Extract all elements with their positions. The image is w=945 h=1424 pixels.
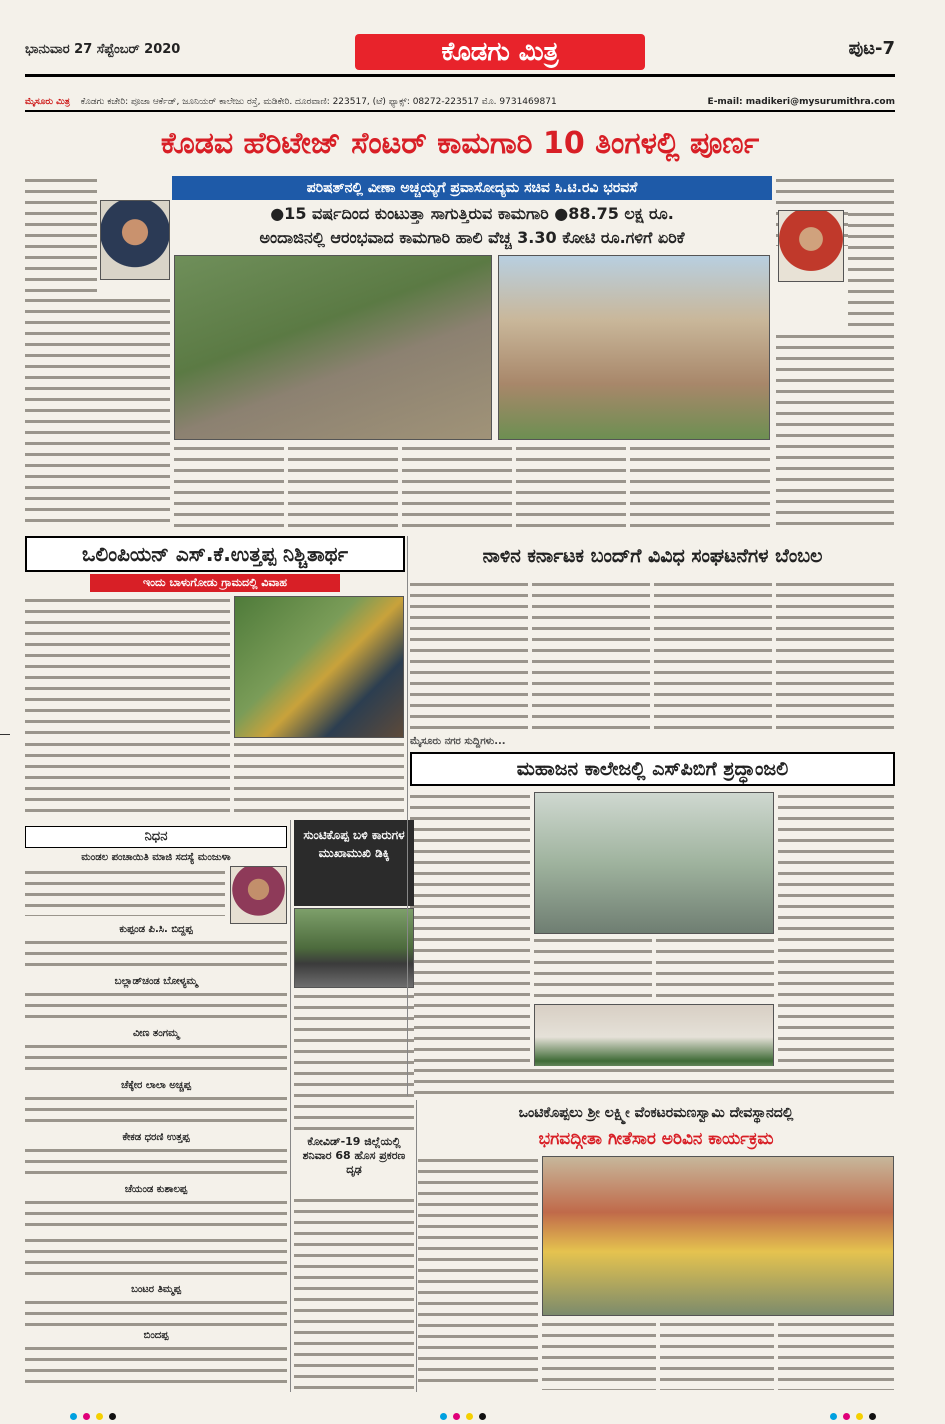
magenta-dot (843, 1413, 850, 1420)
yellow-dot (466, 1413, 473, 1420)
covid-headline: ಕೋವಿಡ್-19 ಜಿಲ್ಲೆಯಲ್ಲಿ ಶನಿವಾರ 68 ಹೊಸ ಪ್ರಕರಣ ದೃಢ (302, 1135, 406, 1176)
bandh-headline: ನಾಳಿನ ಕರ್ನಾಟಕ ಬಂದ್‌ಗೆ ವಿವಿಧ ಸಂಘಟನೆಗಳ ಬೆಂಬಲ (482, 545, 823, 567)
temple-column-3-text (660, 1320, 774, 1390)
car-accident-photo (294, 908, 414, 988)
obituary-name-4: ವೀಣ ತಂಗಮ್ಮ (133, 1028, 179, 1039)
lead-headline: ಕೊಡವ ಹೆರಿಟೇಜ್ ಸೆಂಟರ್ ಕಾಮಗಾರಿ 10 ತಿಂಗಳಲ್ಲಿ ಪೂರ್ಣ (160, 126, 760, 161)
veena-achaiah-portrait-photo (778, 210, 844, 282)
black-dot (869, 1413, 876, 1420)
temple-event-photo (542, 1156, 894, 1316)
issue-date: ಭಾನುವಾರ 27 ಸೆಪ್ಟೆಂಬರ್ 2020 (25, 42, 181, 57)
temple-headline-2: ಭಗವದ್ಗೀತಾ ಗೀತೆಸಾರ ಅರಿವಿನ ಕಾರ್ಯಕ್ರಮ (538, 1129, 774, 1149)
mysuru-news-label: ಮೈಸೂರು ನಗರ ಸುದ್ದಿಗಳು... (410, 736, 506, 747)
pillars-construction-photo (498, 255, 770, 440)
olympian-kicker: ಇಂದು ಬಾಳುಗೋಡು ಗ್ರಾಮದಲ್ಲಿ ವಿವಾಹ (90, 574, 340, 592)
obituary-text-2 (25, 938, 287, 974)
page-number: ಪುಟ-7 (848, 38, 895, 59)
obituary-name-1: ಮಂಡಲ ಪಂಚಾಯಿತಿ ಮಾಜಿ ಸದಸ್ಯೆ ಮಂಜುಳಾ (81, 852, 231, 863)
cyan-dot (830, 1413, 837, 1420)
lead-bullet-1: ●15 ವರ್ಷದಿಂದ ಕುಂಟುತ್ತಾ ಸಾಗುತ್ತಿರುವ ಕಾಮಗಾರಿ ●88.75 ಲಕ್ಷ ರೂ. (270, 204, 674, 223)
accident-text (294, 992, 414, 1132)
temple-headline-1: ಒಂಟಿಕೊಪ್ಪಲು ಶ್ರೀ ಲಕ್ಷ್ಮೀ ವೆಂಕಟರಮಣಸ್ವಾಮಿ ದೇವಸ್ಥಾನದಲ್ಲಿ (518, 1105, 794, 1121)
temple-column-4-text (778, 1320, 894, 1390)
obituary-name-6: ಕೇಕಡ ಧರಣಿ ಉತ್ತಪ್ಪ (122, 1132, 190, 1143)
obituary-text-5 (25, 1094, 287, 1128)
mahajana-caption (410, 1066, 894, 1098)
print-registration-marks-center (440, 1405, 492, 1413)
crop-mark (0, 734, 10, 735)
lead-column-6-text (630, 444, 770, 528)
mahajana-tribute-photo (534, 792, 774, 934)
print-registration-marks-left (70, 1405, 122, 1413)
obituary-text-4 (25, 1042, 287, 1076)
cyan-dot (440, 1413, 447, 1420)
olympian-column-1-text (25, 596, 230, 738)
lead-column-1b-text (25, 296, 170, 526)
obituary-portrait-photo (230, 866, 287, 924)
engagement-photo (234, 596, 404, 738)
mahajana-column-4-text (778, 792, 894, 1064)
obituary-name-2: ಕುಪ್ಪಂಡ ಪಿ.ಸಿ. ಬಿದ್ದಪ್ಪ (119, 924, 193, 935)
bandh-column-3-text (654, 580, 772, 730)
obituary-name-8: ಬಂಟರ ತಿಮ್ಮಪ್ಪ (131, 1284, 181, 1295)
lead-kicker: ಪರಿಷತ್‌ನಲ್ಲಿ ವೀಣಾ ಅಚ್ಚಯ್ಯಗೆ ಪ್ರವಾಸೋದ್ಯಮ ಸಚಿವ ಸಿ.ಟಿ.ರವಿ ಭರವಸೆ (172, 176, 772, 200)
column-divider (407, 536, 408, 1096)
masthead (25, 32, 895, 92)
contact-strip (25, 94, 895, 112)
obituary-text-10 (25, 1344, 287, 1390)
bandh-column-2-text (532, 580, 650, 730)
olympian-column-2-text (25, 740, 230, 820)
yellow-dot (856, 1413, 863, 1420)
bandh-column-1-text (410, 580, 528, 730)
temple-column-1-text (418, 1156, 538, 1390)
magenta-dot (83, 1413, 90, 1420)
black-dot (479, 1413, 486, 1420)
office-address: ಕೊಡಗು ಕಚೇರಿ: ಪೂಜಾ ಆರ್ಕೆಡ್, ಜೂನಿಯರ್ ಕಾಲೇಜು ರಸ್ತೆ, ಮಡಿಕೇರಿ. ದೂರವಾಣಿ: 223517, (ಟೆ) ಫ್ಯಾಕ್ಸ್: 08272-223517 ಮೊ. 9731469871 (80, 97, 557, 107)
heritage-site-photo (174, 255, 492, 440)
obituary-text-8 (25, 1236, 287, 1282)
olympian-headline: ಒಲಿಂಪಿಯನ್ ಎಸ್.ಕೆ.ಉತ್ತಪ್ಪ ನಿಶ್ಚಿತಾರ್ಥ (25, 536, 405, 572)
obituary-name-3: ಬಲ್ಲಾಡ್‌ಚಂಡ ಬೋಳ್ಯಮ್ಮ (114, 976, 198, 987)
mahajana-headline: ಮಹಾಜನ ಕಾಲೇಜಲ್ಲಿ ಎಸ್‌ಪಿಬಿಗೆ ಶ್ರದ್ಧಾಂಜಲಿ (410, 752, 895, 786)
temple-column-2-text (542, 1320, 656, 1390)
obituary-text-7 (25, 1198, 287, 1232)
newspaper-title: ಕೊಡಗು ಮಿತ್ರ (355, 34, 645, 70)
obituary-text-9 (25, 1298, 287, 1328)
magenta-dot (453, 1413, 460, 1420)
obituary-text-3 (25, 990, 287, 1024)
obituary-text-6 (25, 1146, 287, 1180)
obituary-title: ನಿಧನ (25, 826, 287, 848)
print-registration-marks-right (830, 1405, 882, 1413)
lead-column-3-text (288, 444, 398, 528)
email-address: E-mail: madikeri@mysurumithra.com (707, 97, 895, 107)
minister-portrait-photo (100, 200, 170, 280)
obituary-name-7: ಚೆಯಂಡ ಕುಶಾಲಪ್ಪ (124, 1184, 188, 1195)
lead-column-7b-text (848, 210, 894, 330)
obituary-name-5: ಚೆಕ್ಕೇರ ಲಾಲಾ ಅಚ್ಚಪ್ಪ (121, 1080, 191, 1091)
olympian-column-3-text (234, 740, 404, 820)
mahajana-column-2-text (534, 936, 652, 1002)
covid-text (294, 1196, 414, 1390)
obituary-name-9: ಬಿಂದಪ್ಪ (143, 1330, 169, 1341)
accident-headline-box: ಸುಂಟಿಕೊಪ್ಪ ಬಳಿ ಕಾರುಗಳ ಮುಖಾಮುಖಿ ಡಿಕ್ಕಿ (294, 820, 414, 906)
mahajana-column-3-text (656, 936, 774, 1002)
lead-column-5-text (516, 444, 626, 528)
bandh-column-4-text (776, 580, 894, 730)
black-dot (109, 1413, 116, 1420)
yellow-dot (96, 1413, 103, 1420)
column-divider (416, 1100, 417, 1392)
brand-name: ಮೈಸೂರು ಮಿತ್ರ (25, 97, 70, 107)
mahajana-column-1-text (410, 792, 530, 1064)
lead-bullet-2: ಅಂದಾಜಿನಲ್ಲಿ ಆರಂಭವಾದ ಕಾಮಗಾರಿ ಹಾಲಿ ವೆಚ್ಚ 3.30 ಕೋಟಿ ರೂ.ಗಳಿಗೆ ಏರಿಕೆ (259, 228, 685, 247)
lead-column-7c-text (776, 332, 894, 528)
masthead-rule (25, 74, 895, 77)
lead-column-2-text (174, 444, 284, 528)
lead-column-1-text (25, 176, 97, 294)
obituary-text-1 (25, 868, 225, 916)
cyan-dot (70, 1413, 77, 1420)
lead-column-4-text (402, 444, 512, 528)
column-divider (290, 820, 291, 1392)
